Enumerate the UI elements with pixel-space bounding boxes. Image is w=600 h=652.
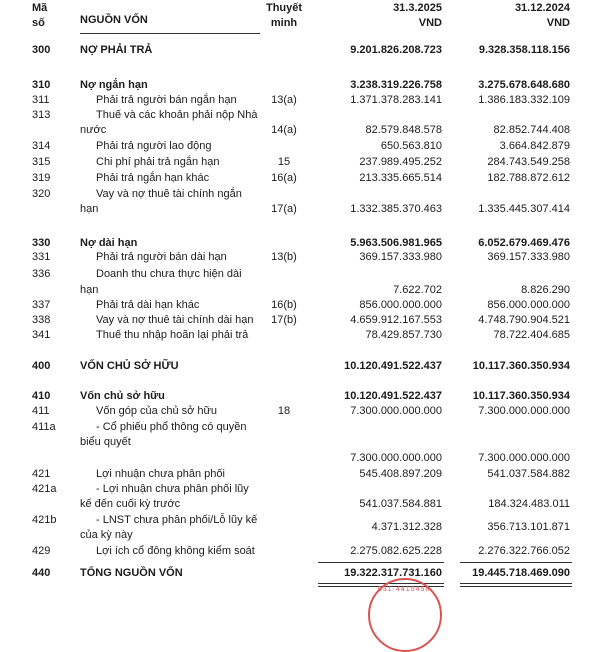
row-value-2025: 2.275.082.625.228 [350,545,442,557]
note-header-line1: Thuyết [265,2,303,14]
row-value-2024: 1.386.183.332.109 [478,94,570,106]
col2-unit-header: VND [546,17,570,29]
row-value-2025: 9.201.826.208.723 [350,44,442,56]
row-label: Vốn góp của chủ sở hữu [96,405,217,417]
row-label: Chi phí phải trả ngắn hạn [96,156,220,168]
row-code: 421 [32,468,51,480]
row-value-2024: 9.328.358.118.156 [478,44,570,56]
row-label-continued: hạn [80,284,99,296]
row-note: 17(a) [271,203,297,215]
row-value-2025: 237.989.495.252 [359,156,442,168]
row-value-2025: 1.332.385.370.463 [350,203,442,215]
row-value-2024: 3.664.842.879 [499,140,570,152]
row-value-2025: 545.408.897.209 [359,468,442,480]
row-note: 17(b) [271,314,297,326]
row-code: 330 [32,237,51,249]
row-label: TỔNG NGUỒN VỐN [80,567,183,579]
row-note: 13(b) [271,251,297,263]
row-value-2025: 4.371.312.328 [371,521,442,533]
row-label: Phải trả người bán dài hạn [96,251,227,263]
row-label: Phải trả người lao động [96,140,212,152]
row-label-continued: của kỳ này [80,529,133,541]
row-label: VỐN CHỦ SỞ HỮU [80,360,179,372]
row-code: 300 [32,44,51,56]
row-code: 429 [32,545,51,557]
row-note: 14(a) [271,124,297,136]
row-value-2025: 78.429.857.730 [365,329,442,341]
row-code: 421a [32,483,57,495]
row-label-continued: biểu quyết [80,436,131,448]
row-code: 410 [32,390,51,402]
row-value-2024: 3.275.678.648.680 [478,79,570,91]
note-header-line2: minh [270,17,298,29]
row-value-2024: 284.743.549.258 [487,156,570,168]
row-value-2025: 369.157.333.980 [359,251,442,263]
row-value-2024: 8.826.290 [521,284,570,296]
row-value-2025: 82.579.848.578 [365,124,442,136]
row-value-2024: 856.000.000.000 [487,299,570,311]
row-value-2024: 182.788.872.612 [487,172,570,184]
header-underline [80,33,260,34]
row-label: Lợi ích cổ đông không kiểm soát [96,545,255,557]
row-label: Vay và nợ thuê tài chính ngắn [96,188,242,200]
row-value-2024: 78.722.404.685 [493,329,570,341]
row-label: Vốn chủ sở hữu [80,390,165,402]
col1-unit-header: VND [418,17,442,29]
row-label: Nợ ngắn hạn [80,79,148,91]
row-value-2024: 184.324.483.011 [488,498,570,510]
row-code: 411 [32,405,50,417]
row-label-continued: hạn [80,203,99,215]
code-header-line1: Mã [32,2,48,14]
row-value-2024: 1.335.445.307.414 [478,203,570,215]
row-code: 314 [32,140,51,152]
row-value-2024: 10.117.360.350.934 [472,390,570,402]
row-label: - Lợi nhuận chưa phân phối lũy [96,483,249,495]
row-value-2025: 4.659.912.167.553 [350,314,442,326]
row-value-2024: 10.117.360.350.934 [472,360,570,372]
row-value-2025: 10.120.491.522.437 [344,360,442,372]
row-value-2025: 3.238.319.226.758 [350,79,442,91]
row-code: 400 [32,360,51,372]
row-label-continued: kế đến cuối kỳ trước [80,498,181,510]
row-label: Thuế thu nhập hoãn lại phải trả [96,329,249,341]
row-label: Doanh thu chưa thực hiện dài [96,268,242,280]
row-code: 313 [32,109,51,121]
row-label: Lợi nhuận chưa phân phối [96,468,225,480]
row-label: Phải trả người bán ngắn hạn [96,94,237,106]
row-note: 13(a) [271,94,297,106]
row-code: 337 [32,299,51,311]
row-value-2024: 369.157.333.980 [487,251,570,263]
row-code: 310 [32,79,51,91]
row-label: - LNST chưa phân phối/Lỗ lũy kế [96,514,258,526]
row-note: 15 [277,156,291,168]
col1-date-header: 31.3.2025 [393,2,442,14]
row-code: 319 [32,172,51,184]
row-value-2025: 856.000.000.000 [359,299,442,311]
row-code: 440 [32,567,51,579]
row-label: Vay và nợ thuê tài chính dài hạn [96,314,254,326]
row-code: 341 [32,329,51,341]
source-header: NGUỒN VỐN [80,14,148,26]
row-value-2025: 213.335.665.514 [359,172,442,184]
row-value-2024: 19.445.718.469.090 [472,567,570,579]
row-code: 336 [32,268,51,280]
row-code: 315 [32,156,51,168]
row-code: 411a [32,421,56,433]
row-value-2025: 650.563.810 [380,140,442,152]
code-header-line2: số [32,17,45,29]
row-note: 18 [277,405,291,417]
row-value-2024: 82.852.744.408 [493,124,570,136]
company-stamp [368,578,442,652]
row-code: 338 [32,314,51,326]
row-value-2025: 7.300.000.000.000 [350,452,442,464]
row-note: 16(b) [271,299,297,311]
row-code: 331 [32,251,51,263]
row-value-2024: 2.276.322.766.052 [478,545,570,557]
row-value-2025: 10.120.491.522.437 [344,390,442,402]
row-value-2025: 7.622.702 [393,284,442,296]
row-label: - Cổ phiếu phổ thông có quyền [96,421,247,433]
row-label-continued: nước [80,124,107,136]
row-value-2025: 541.037.584.881 [359,498,442,510]
row-value-2024: 7.300.000.000.000 [478,405,570,417]
total-rule-col1 [318,562,444,563]
col2-date-header: 31.12.2024 [514,2,570,14]
total-rule-col2 [460,562,572,563]
row-code: 311 [32,94,50,106]
row-label: Phải trả dài hạn khác [96,299,200,311]
row-value-2024: 6.052.679.469.476 [478,237,570,249]
row-label: NỢ PHẢI TRẢ [80,44,153,56]
row-value-2024: 7.300.000.000.000 [478,452,570,464]
total-double-rule-col2-b [460,586,572,587]
row-value-2024: 4.748.790.904.521 [478,314,570,326]
row-value-2024: 356.713.101.871 [487,521,570,533]
row-code: 320 [32,188,51,200]
row-label: Nợ dài hạn [80,237,138,249]
row-value-2025: 19.322.317.731.160 [344,567,442,579]
row-note: 16(a) [271,172,297,184]
row-label: Thuế và các khoản phải nộp Nhà [96,109,258,121]
table-header [0,0,600,42]
row-value-2025: 1.371.378.283.141 [350,94,442,106]
total-double-rule-col2-a [460,583,572,584]
row-value-2025: 5.963.506.981.965 [350,237,442,249]
row-value-2025: 7.300.000.000.000 [350,405,442,417]
row-code: 421b [32,514,57,526]
row-value-2024: 541.037.584.882 [487,468,570,480]
stamp-text: 031·4415458· [378,586,434,593]
row-label: Phải trả ngắn hạn khác [96,172,210,184]
